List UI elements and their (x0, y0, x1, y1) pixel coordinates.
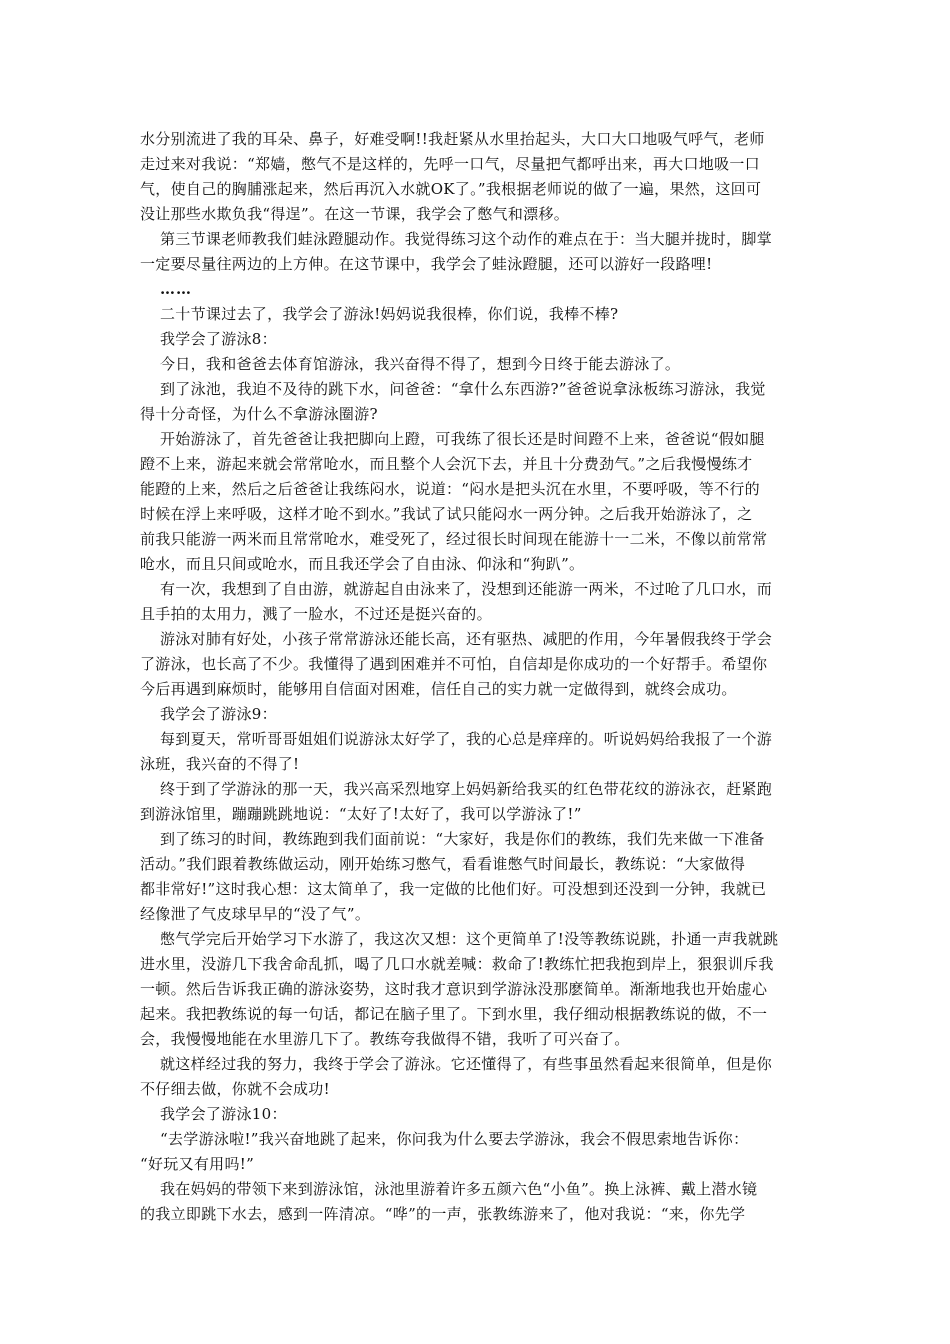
text-line: 泳班，我兴奋的不得了! (140, 755, 300, 773)
text-line: 一顿。然后告诉我正确的游泳姿势，这时我才意识到学游泳没那麽简单。渐渐地我也开始虚心 (140, 980, 768, 998)
text-line: 我学会了游泳9： (160, 705, 277, 723)
text-line: 不仔细去做，你就不会成功! (140, 1080, 330, 1098)
text-line: 且手拍的太用力，溅了一脸水，不过还是挺兴奋的。 (140, 605, 492, 623)
text-line: 了游泳，也长高了不少。我懂得了遇到困难并不可怕，自信却是你成功的一个好帮手。希望你 (140, 655, 768, 673)
text-line: 都非常好!”这时我心想：这太简单了，我一定做的比他们好。可没想到还没到一分钟，我就已 (140, 880, 767, 898)
text-line: 活动。”我们跟着教练做运动，刚开始练习憋气，看看谁憋气时间最长，教练说：“大家做得 (140, 855, 746, 873)
text-line: 时候在浮上来呼吸，这样才呛不到水。”我试了试只能闷水一两分钟。之后我开始游泳了，之 (140, 505, 753, 523)
text-line: 憋气学完后开始学习下水游了，我这次又想：这个更简单了!没等教练说跳，扑通一声我就跳 (160, 930, 779, 948)
text-line: 起来。我把教练说的每一句话，都记在脑子里了。下到水里，我仔细动根据教练说的做，不一 (140, 1005, 768, 1023)
text-line: 每到夏天，常听哥哥姐姐们说游泳太好学了，我的心总是痒痒的。听说妈妈给我报了一个游 (160, 730, 773, 748)
text-line: 我学会了游泳8： (160, 330, 277, 348)
ellipsis-line: …… (160, 280, 192, 298)
text-line: 进水里，没游几下我舍命乱抓，喝了几口水就差喊：救命了!教练忙把我抱到岸上，狠狠训斥我 (140, 955, 774, 973)
text-line: 气，使自己的胸脯涨起来，然后再沉入水就OK了。”我根据老师说的做了一遍，果然，这回可 (140, 180, 762, 198)
document-body (140, 127, 812, 1227)
text-line: 能蹬的上来，然后之后爸爸让我练闷水，说道：“闷水是把头沉在水里，不要呼吸，等不行的 (140, 480, 760, 498)
text-line: 我在妈妈的带领下来到游泳馆，泳池里游着许多五颜六色“小鱼”。换上泳裤、戴上潜水镜 (160, 1180, 758, 1198)
text-line: 就这样经过我的努力，我终于学会了游泳。它还懂得了，有些事虽然看起来很简单，但是你 (160, 1055, 773, 1073)
text-line: 走过来对我说：“郑嫱，憋气不是这样的，先呼一口气，尽量把气都呼出来，再大口地吸一口 (140, 155, 760, 173)
text-line: 二十节课过去了，我学会了游泳!妈妈说我很棒，你们说，我棒不棒? (160, 305, 619, 323)
text-line: 水分别流进了我的耳朵、鼻子，好难受啊!!我赶紧从水里抬起头，大口大口地吸气呼气，老师 (140, 130, 765, 148)
text-line: 今日，我和爸爸去体育馆游泳，我兴奋得不得了，想到今日终于能去游泳了。 (160, 355, 681, 373)
text-line: 没让那些水欺负我“得逞”。在这一节课，我学会了憋气和漂移。 (140, 205, 570, 223)
text-line: 经像泄了气皮球早早的“没了气”。 (140, 905, 371, 923)
text-line: 今后再遇到麻烦时，能够用自信面对困难，信任自己的实力就一定做得到，就终会成功。 (140, 680, 737, 698)
text-line: 的我立即跳下水去，感到一阵清凉。“哗”的一声，张教练游来了，他对我说：“来，你先学 (140, 1205, 746, 1223)
text-line: 终于到了学游泳的那一天，我兴高采烈地穿上妈妈新给我买的红色带花纹的游泳衣，赶紧跑 (160, 780, 773, 798)
text-line: “好玩又有用吗!” (140, 1155, 255, 1173)
text-line: 到游泳馆里，蹦蹦跳跳地说：“太好了!太好了，我可以学游泳了!” (140, 805, 582, 823)
text-line: 到了泳池，我迫不及待的跳下水，问爸爸：“拿什么东西游?”爸爸说拿泳板练习游泳，我觉 (160, 380, 766, 398)
text-line: 开始游泳了，首先爸爸让我把脚向上蹬，可我练了很长还是时间蹬不上来，爸爸说“假如腿 (160, 430, 765, 448)
text-line: 我学会了游泳10： (160, 1105, 287, 1123)
text-line: 蹬不上来，游起来就会常常呛水，而且整个人会沉下去，并且十分费劲气。”之后我慢慢练才 (140, 455, 753, 473)
text-line: 到了练习的时间，教练跑到我们面前说：“大家好，我是你们的教练，我们先来做一下准备 (160, 830, 765, 848)
text-line: 会，我慢慢地能在水里游几下了。教练夸我做得不错，我听了可兴奋了。 (140, 1030, 630, 1048)
text-line: 第三节课老师教我们蛙泳蹬腿动作。我觉得练习这个动作的难点在于：当大腿并拢时，脚掌 (160, 230, 773, 248)
text-line: “去学游泳啦!”我兴奋地跳了起来，你问我为什么要去学游泳，我会不假思索地告诉你： (160, 1130, 749, 1148)
text-line: 得十分奇怪，为什么不拿游泳圈游? (140, 405, 378, 423)
text-line: 前我只能游一两米而且常常呛水，难受死了，经过很长时间现在能游十一二米，不像以前常常 (140, 530, 768, 548)
text-line: 一定要尽量往两边的上方伸。在这节课中，我学会了蛙泳蹬腿，还可以游好一段路哩! (140, 255, 713, 273)
text-line: 游泳对肺有好处，小孩子常常游泳还能长高，还有驱热、减肥的作用，今年暑假我终于学会 (160, 630, 773, 648)
text-line: 呛水，而且只间或呛水，而且我还学会了自由泳、仰泳和“狗趴”。 (140, 555, 585, 573)
text-line: 有一次，我想到了自由游，就游起自由泳来了，没想到还能游一两米，不过呛了几口水，而 (160, 580, 773, 598)
